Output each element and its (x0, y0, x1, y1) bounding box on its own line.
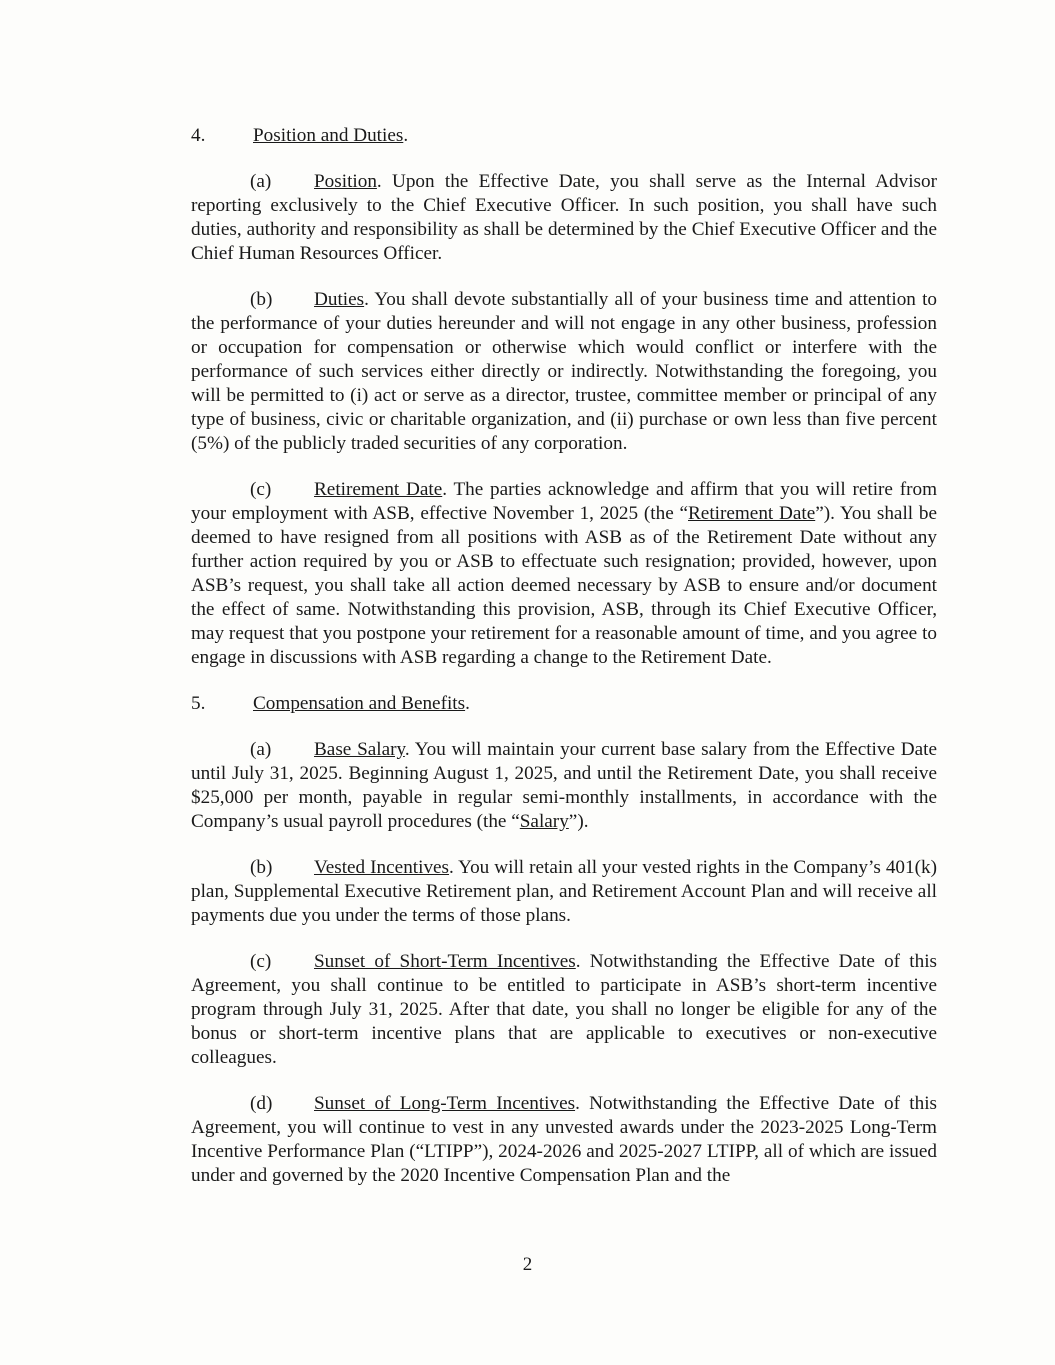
clause-label: (b) (250, 289, 273, 310)
clause-title: Sunset of Long-Term Incentives (314, 1093, 576, 1114)
section-5d-long-term-incentives (191, 1092, 937, 1188)
clause-title: Position (314, 171, 377, 192)
clause-text: ”). (568, 811, 589, 832)
clause-text: . Notwithstanding the Effective Date of this Agreement, you shall continue to be entitled to participate in ASB’s short-term incentive program through July 31, 2025. After that date, you shall no longer be eligible for any of the bonus or short-term incentive plans that are applicable to executives or non-executive colleagues. (191, 951, 937, 1068)
section-title: Position and Duties (253, 125, 404, 146)
section-5c-short-term-incentives (191, 950, 937, 1070)
defined-term: Retirement Date (688, 503, 816, 524)
clause-label: (c) (250, 951, 272, 972)
clause-text: . You will retain all your vested rights in the Company’s 401(k) plan, Supplemental Executive Retirement plan, and Retirement Account Plan and will receive all payments due you under the terms of those plans. (191, 857, 937, 926)
clause-text: . Upon the Effective Date, you shall serve as the Internal Advisor reporting exclusively to the Chief Executive Officer. In such position, you shall have such duties, authority and responsibility as shall be determined by the Chief Executive Officer and the Chief Human Resources Officer. (191, 171, 937, 264)
section-4c-retirement-date (191, 478, 937, 670)
document-page (191, 124, 937, 1210)
clause-text: . The parties acknowledge and affirm that you will retire from your employment with ASB, effective November 1, 2025 (the “ (191, 479, 937, 524)
clause-text: . You shall devote substantially all of your business time and attention to the performance of your duties hereunder and will not engage in any other business, profession or occupation for compensation or otherwise which would conflict or interfere with the performance of such services either directly or indirectly. Notwithstanding the foregoing, you will be permitted to (i) act or serve as a director, trustee, committee member or principal of any type of business, civic or charitable organization, and (ii) purchase or own less than five percent (5%) of the publicly traded securities of any corporation. (191, 289, 937, 454)
clause-label: (a) (250, 739, 272, 760)
section-4a-position (191, 170, 937, 266)
section-number: 4. (191, 125, 206, 146)
clause-label: (d) (250, 1093, 273, 1114)
section-number: 5. (191, 693, 206, 714)
section-4-heading: 4. Position and Duties. (191, 125, 409, 146)
clause-label: (c) (250, 479, 272, 500)
page-number: 2 (522, 1254, 533, 1275)
section-4b-duties (191, 288, 937, 456)
section-title: Compensation and Benefits (253, 693, 466, 714)
clause-title: Base Salary (314, 739, 405, 760)
clause-text: ”). You shall be deemed to have resigned from all positions with ASB as of the Retirement Date without any further action required by you or ASB to effectuate such resignation; provided, however, upon ASB’s request, you shall take all action deemed necessary by ASB to ensure and/or document the effect of same. Notwithstanding this provision, ASB, through its Chief Executive Officer, may request that you postpone your retirement for a reasonable amount of time, and you agree to engage in discussions with ASB regarding a change to the Retirement Date. (191, 503, 937, 668)
clause-title: Duties (314, 289, 365, 310)
defined-term: Salary (519, 811, 569, 832)
section-5a-base-salary (191, 738, 937, 834)
clause-title: Retirement Date (314, 479, 443, 500)
clause-title: Sunset of Short-Term Incentives (314, 951, 576, 972)
section-5-heading: 5. Compensation and Benefits. (191, 693, 470, 714)
section-5b-vested-incentives (191, 856, 937, 928)
clause-label: (b) (250, 857, 273, 878)
clause-text: . Notwithstanding the Effective Date of this Agreement, you will continue to vest in any unvested awards under the 2023-2025 Long-Term Incentive Performance Plan (“LTIPP”), 2024-2026 and 2025-2027 LTIPP, all of which are issued under and governed by the 2020 Incentive Compensation Plan and the (191, 1093, 937, 1186)
clause-title: Vested Incentives (314, 857, 450, 878)
clause-text: . You will maintain your current base salary from the Effective Date until July 31, 2025. Beginning August 1, 2025, and until the Retirement Date, you shall receive $25,000 per month, payable in regular semi-monthly installments, in accordance with the Company’s usual payroll procedures (the “ (191, 739, 937, 832)
clause-label: (a) (250, 171, 272, 192)
